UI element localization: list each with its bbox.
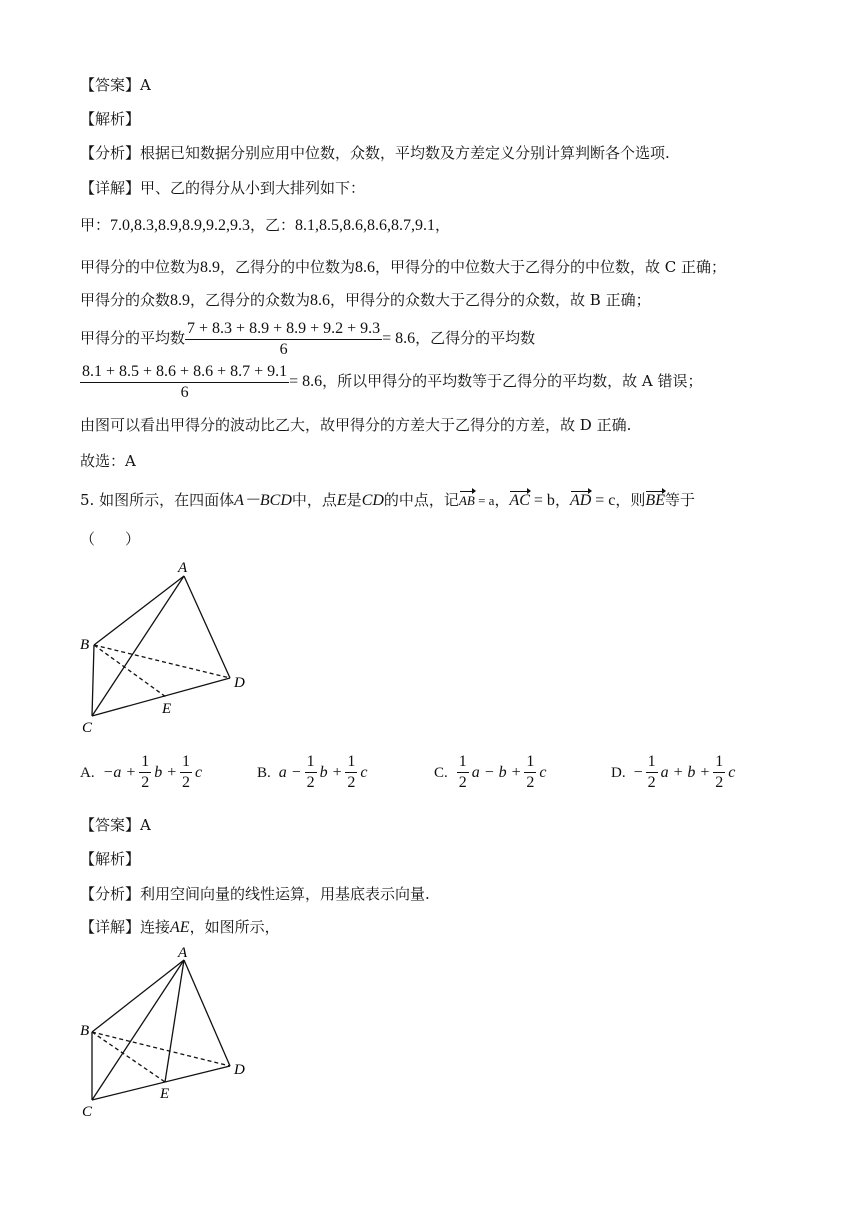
answer-line-q4 [80, 74, 151, 96]
option-c-expr [456, 752, 547, 793]
label-e: E [160, 1086, 170, 1102]
edge-ad [184, 576, 230, 678]
option-b-term-2: b + [319, 763, 343, 781]
label-d: D [234, 1062, 245, 1078]
mean-text-1: 甲得分的平均数 [80, 329, 186, 347]
mean-result-yi: = 8.6 [289, 373, 323, 390]
mean-result-jia: = 8.6 [382, 330, 416, 347]
q5-stem-text-6: 等于 [664, 491, 695, 509]
q5-tetrahedron: A－BCD [234, 492, 292, 509]
variance-line: 由图可以看出甲得分的波动比乙大，故甲得分的方差大于乙得分的方差，故 D 正确. [80, 416, 632, 434]
label-e: E [162, 701, 172, 717]
median-text-3: ，甲得分的中位数大于乙得分的中位数，故 C 正确； [375, 258, 727, 276]
numerator: 1 [305, 752, 317, 773]
numerator: 1 [457, 752, 469, 773]
median-value-jia: 8.9 [200, 259, 221, 276]
detail-text-2: ，如图所示， [189, 918, 280, 936]
median-line [80, 256, 726, 279]
option-a-frac-1 [139, 752, 151, 793]
option-d-minus: − [633, 763, 643, 781]
option-b-term-1: a − [278, 763, 302, 781]
yi-values: 8.1,8.5,8.6,8.6,8.7,9.1 [295, 217, 436, 234]
label-a: A [178, 560, 188, 576]
option-a-frac-2 [180, 752, 192, 793]
edge-ad [184, 960, 230, 1066]
eq-a: = a [478, 493, 495, 508]
vector-ad: AD [570, 490, 591, 512]
vector-ab: AB [459, 490, 475, 512]
edge-ac [92, 960, 184, 1100]
answer-value: A [140, 76, 151, 94]
label-a: A [178, 945, 188, 961]
fenxi-line-q5 [80, 883, 430, 905]
option-a-term-3: c [194, 763, 203, 781]
numerator: 1 [180, 752, 192, 773]
q5-vec-ac-expr [509, 492, 554, 509]
choose-line-q4: 故选：A [80, 452, 136, 470]
option-d-term-1: a + b + [660, 763, 711, 781]
edge-bd-hidden [92, 1032, 230, 1066]
option-c[interactable] [434, 752, 546, 793]
option-d-label: D. [611, 764, 626, 781]
q5-segment-cd: CD [361, 492, 384, 509]
answer-tag: 【答案】 [80, 76, 141, 94]
denominator: 2 [458, 774, 467, 791]
option-d-frac-0 [646, 752, 658, 793]
q5-stem-text-2: 中，点 [291, 491, 337, 509]
median-value-yi: 8.6 [355, 259, 376, 276]
detail-segment-ae: AE [170, 919, 190, 936]
mean-numerator-jia: 7 + 8.3 + 8.9 + 8.9 + 9.2 + 9.3 [185, 319, 382, 340]
option-a-term-1: −a + [102, 763, 137, 781]
numerator: 1 [646, 752, 658, 773]
option-b-label: B. [257, 764, 271, 781]
numerator: 1 [524, 752, 536, 773]
denominator: 2 [526, 774, 535, 791]
option-c-term-3: c [539, 763, 547, 781]
mode-text-2: ，乙得分的众数为 [190, 291, 311, 309]
fenxi-text: 利用空间向量的线性运算，用基底表示向量. [140, 885, 430, 903]
denominator: 2 [181, 774, 190, 791]
q5-stem-text-5: ，则 [615, 491, 646, 509]
numerator: 1 [139, 752, 151, 773]
option-b-frac-2 [345, 752, 357, 793]
mean-line-2 [80, 361, 703, 403]
detail-tag: 【详解】 [80, 918, 141, 936]
q5-point-e: E [336, 492, 347, 509]
jia-label: 甲： [80, 216, 111, 234]
mean-fraction-yi [80, 362, 289, 403]
mean-denominator-jia: 6 [279, 340, 288, 358]
tetrahedron-figure-1 [72, 556, 262, 736]
mean-text-2: ，乙得分的平均数 [415, 329, 536, 347]
mean-line-1 [80, 318, 535, 360]
eq-b: = b [533, 492, 555, 509]
detail-line-q5 [80, 916, 280, 939]
numerator: 1 [345, 752, 357, 773]
q5-vec-ad-expr [570, 492, 615, 509]
denominator: 2 [347, 774, 356, 791]
edge-ab [94, 576, 184, 645]
mode-value-yi: 8.6 [310, 292, 331, 309]
segment-be-hidden [94, 645, 166, 697]
option-d-frac-2 [713, 752, 725, 793]
option-c-frac-0 [457, 752, 469, 793]
edge-bc [92, 645, 94, 716]
option-b-term-3: c [360, 763, 368, 781]
q5-stem-text-4: 的中点，记 [383, 491, 459, 509]
tetrahedron-figure-2 [72, 944, 262, 1124]
analysis-tag: 【解析】 [80, 110, 141, 128]
q5-stem-text-1: 5. 如图所示，在四面体 [80, 491, 235, 509]
q5-paren: （ ） [80, 530, 141, 548]
denominator: 2 [647, 774, 656, 791]
detail-intro: 甲、乙的得分从小到大排列如下： [140, 179, 366, 197]
label-b: B [80, 637, 90, 653]
mode-text-3: ，甲得分的众数大于乙得分的众数，故 B 正确； [330, 291, 651, 309]
vector-be: BE [645, 490, 665, 512]
fenxi-line-q4 [80, 142, 670, 164]
yi-end: ， [435, 216, 451, 234]
detail-text-1: 连接 [140, 918, 171, 936]
label-d: D [234, 675, 245, 691]
denominator: 2 [306, 774, 315, 791]
label-c: C [82, 720, 93, 736]
median-text-1: 甲得分的中位数为 [80, 258, 201, 276]
label-c: C [82, 1104, 93, 1120]
denominator: 2 [141, 774, 150, 791]
jia-values: 7.0,8.3,8.9,8.9,9.2,9.3 [110, 217, 251, 234]
option-a-term-2: b + [154, 763, 177, 781]
option-a[interactable] [80, 752, 202, 793]
q5-stem-text-3: 是 [346, 491, 362, 509]
answer-value: A [140, 816, 151, 834]
analysis-tag-q5 [80, 848, 140, 870]
option-a-label: A. [80, 764, 95, 781]
q5-vec-ab-expr [459, 493, 495, 508]
mode-line [80, 289, 651, 312]
fenxi-tag: 【分析】 [80, 144, 141, 162]
q5-vec-be-expr [645, 492, 665, 509]
mean-text-3: ，所以甲得分的平均数等于乙得分的平均数，故 A 错误； [322, 372, 703, 390]
option-b[interactable] [257, 752, 367, 793]
yi-label: ，乙： [250, 216, 296, 234]
analysis-tag: 【解析】 [80, 850, 141, 868]
denominator: 2 [715, 774, 724, 791]
option-c-term-1: a − b + [471, 763, 522, 781]
q5-stem: 5. 如图所示，在四面体A－BCD中，点E是CD的中点，记AB = a，AC = b，AD = c，则BE等于 [80, 489, 695, 512]
eq-c: = c [595, 492, 616, 509]
mean-numerator-yi: 8.1 + 8.5 + 8.6 + 8.6 + 8.7 + 9.1 [80, 362, 289, 383]
option-c-frac-2 [524, 752, 536, 793]
vector-ac: AC [509, 490, 529, 512]
analysis-tag-q4 [80, 108, 140, 130]
option-b-expr [279, 752, 368, 793]
mean-denominator-yi: 6 [180, 383, 189, 401]
option-d-term-3: c [728, 763, 736, 781]
mode-text-1: 甲得分的众数 [80, 291, 171, 309]
mode-value-jia: 8.9 [170, 292, 191, 309]
mean-fraction-jia [185, 319, 382, 360]
scores-line [80, 214, 450, 237]
edge-ab [92, 960, 184, 1032]
answer-line-q5 [80, 814, 151, 836]
median-text-2: ，乙得分的中位数为 [220, 258, 356, 276]
edge-bd-hidden [94, 645, 230, 678]
option-a-expr [103, 752, 203, 793]
segment-be-hidden [92, 1032, 165, 1082]
option-d[interactable] [611, 752, 735, 793]
segment-ae [165, 960, 184, 1082]
answer-tag: 【答案】 [80, 816, 141, 834]
numerator: 1 [713, 752, 725, 773]
option-b-frac-1 [305, 752, 317, 793]
fenxi-tag: 【分析】 [80, 885, 141, 903]
detail-tag: 【详解】 [80, 179, 141, 197]
option-c-label: C. [434, 764, 448, 781]
detail-line-q4 [80, 177, 365, 199]
option-d-expr [634, 752, 736, 793]
fenxi-text: 根据已知数据分别应用中位数，众数，平均数及方差定义分别计算判断各个选项. [140, 144, 670, 162]
label-b: B [80, 1023, 90, 1039]
